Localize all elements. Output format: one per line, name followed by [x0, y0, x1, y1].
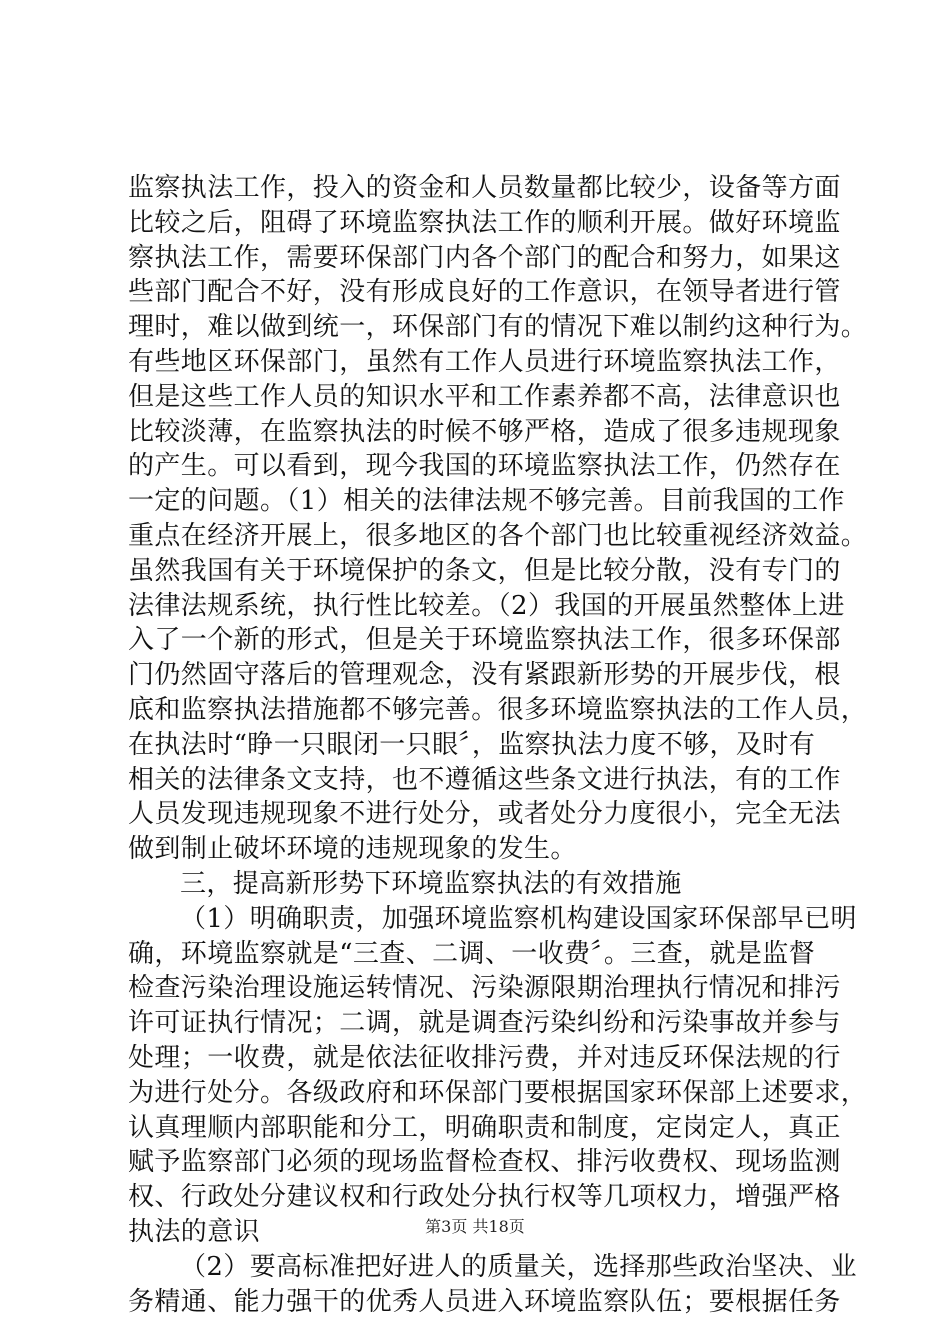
- text-line: 在执法时“睁一只眼闭一只眼〞，监察执法力度不够，及时有: [128, 729, 816, 760]
- body-text: [128, 171, 868, 1319]
- text-line: 理时，难以做到统一，环保部门有的情况下难以制约这种行为。: [128, 312, 868, 343]
- page-number: 第3页 共18页: [425, 1217, 525, 1236]
- text-line: 人员发现违规现象不进行处分，或者处分力度很小，完全无法: [128, 799, 841, 830]
- text-line: 为进行处分。各级政府和环保部门要根据国家环保部上述要求，: [128, 1077, 868, 1108]
- text-line: 底和监察执法措施都不够完善。很多环境监察执法的工作人员，: [128, 694, 868, 725]
- text-line: 权、行政处分建议权和行政处分执行权等几项权力，增强严格: [128, 1182, 841, 1213]
- text-line: （1）明确职责，加强环境监察机构建设国家环保部早已明: [180, 903, 857, 934]
- text-line: 入了一个新的形式，但是关于环境监察执法工作，很多环保部: [128, 625, 841, 656]
- text-line: 门仍然固守落后的管理观念，没有紧跟新形势的开展步伐，根: [128, 660, 841, 691]
- text-line: 一定的问题。（1）相关的法律法规不够完善。目前我国的工作: [128, 486, 845, 517]
- text-line: 做到制止破坏环境的违规现象的发生。: [128, 834, 577, 865]
- text-line: 许可证执行情况；二调，就是调查污染纠纷和污染事故并参与: [128, 1008, 841, 1039]
- text-line: 检查污染治理设施运转情况、污染源限期治理执行情况和排污: [128, 973, 841, 1004]
- text-line: 虽然我国有关于环境保护的条文，但是比较分散，没有专门的: [128, 555, 841, 586]
- text-line: 察执法工作，需要环保部门内各个部门的配合和努力，如果这: [128, 242, 841, 273]
- text-line: 但是这些工作人员的知识水平和工作素养都不高，法律意识也: [128, 381, 841, 412]
- text-line: 确，环境监察就是“三查、二调、一收费〞。三查，就是监督: [128, 938, 816, 969]
- text-line: 法律法规系统，执行性比较差。（2）我国的开展虽然整体上进: [128, 590, 845, 621]
- text-line: 些部门配合不好，没有形成良好的工作意识，在领导者进行管: [128, 277, 841, 308]
- text-line: 的产生。可以看到，现今我国的环境监察执法工作，仍然存在: [128, 451, 841, 482]
- text-line: 有些地区环保部门，虽然有工作人员进行环境监察执法工作，: [128, 346, 841, 377]
- text-line: 比较淡薄，在监察执法的时候不够严格，造成了很多违规现象: [128, 416, 841, 447]
- text-line: 重点在经济开展上，很多地区的各个部门也比较重视经济效益。: [128, 520, 868, 551]
- text-line: 相关的法律条文支持，也不遵循这些条文进行执法，有的工作: [128, 764, 841, 795]
- text-line: 认真理顺内部职能和分工，明确职责和制度，定岗定人，真正: [128, 1112, 841, 1143]
- text-line: 处理；一收费，就是依法征收排污费，并对违反环保法规的行: [128, 1042, 841, 1073]
- text-line: 赋予监察部门必须的现场监督检查权、排污收费权、现场监测: [128, 1147, 841, 1178]
- text-line: 监察执法工作，投入的资金和人员数量都比较少，设备等方面: [128, 173, 841, 203]
- text-line: 务精通、能力强干的优秀人员进入环境监察队伍；要根据任务: [128, 1286, 841, 1317]
- text-line: （2）要高标准把好进人的质量关，选择那些政治坚决、业: [180, 1251, 857, 1282]
- page-footer: [0, 1216, 950, 1238]
- section-heading: 三，提高新形势下环境监察执法的有效措施: [180, 868, 682, 899]
- text-line: 执法的意识: [128, 1216, 261, 1247]
- text-line: 比较之后，阻碍了环境监察执法工作的顺利开展。做好环境监: [128, 207, 841, 238]
